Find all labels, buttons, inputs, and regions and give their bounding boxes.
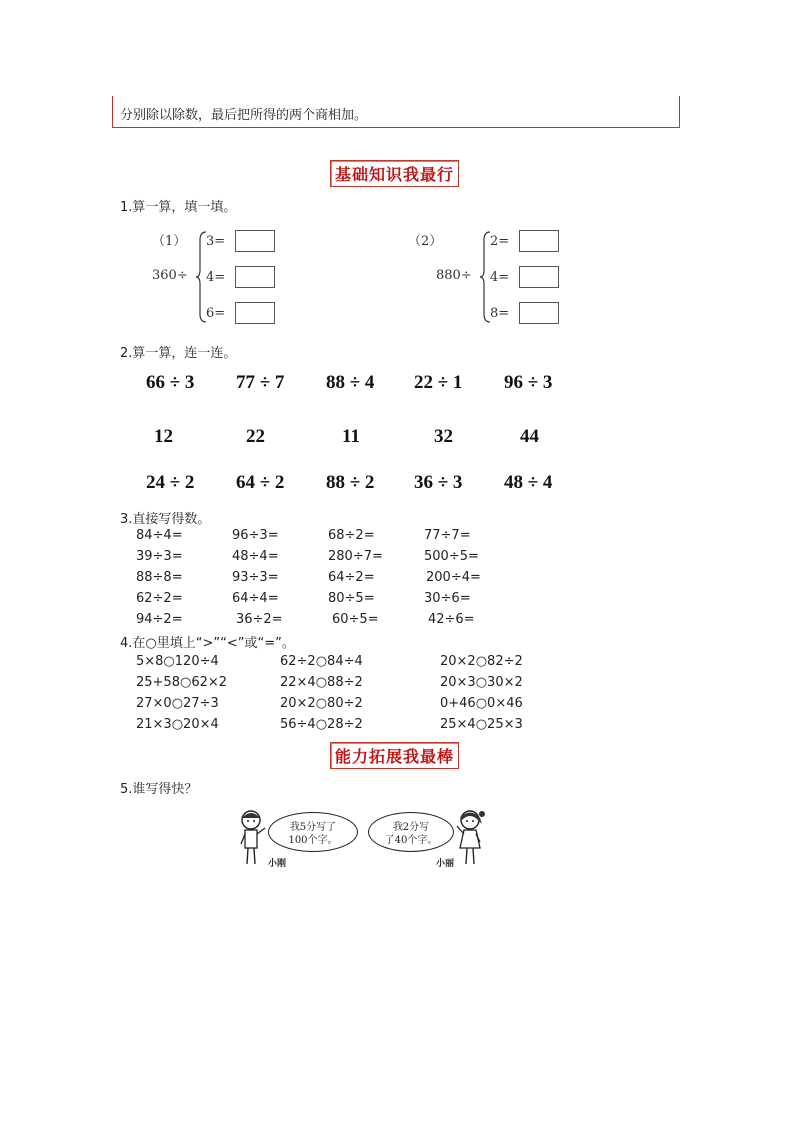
q2-top-expression[interactable]: 77 ÷ 7 [236, 372, 285, 393]
q1-part1-answer-1[interactable] [235, 230, 275, 252]
q4-item: 20×3○30×2 [440, 675, 523, 690]
q3-item: 84÷4= [136, 528, 183, 543]
girl-figure [454, 808, 488, 870]
q3-item: 88÷8= [136, 570, 183, 585]
boy-speech-bubble [268, 812, 358, 852]
q3-item: 64÷2= [328, 570, 375, 585]
q3-item: 62÷2= [136, 591, 183, 606]
q4-item: 0+46○0×46 [440, 696, 523, 711]
q1-part1-answer-2[interactable] [235, 266, 275, 288]
q4-item: 20×2○82÷2 [440, 654, 523, 669]
question-5-title: 5.谁写得快？ [120, 782, 198, 797]
q3-item: 68÷2= [328, 528, 375, 543]
q1-part2-label: （2） [408, 234, 443, 249]
q4-item: 25+58○62×2 [136, 675, 228, 690]
boy-speech-line-1: 我5分写了 [289, 822, 337, 833]
q1-part1-divisor-1: 3= [206, 234, 226, 249]
q3-item: 64÷4= [232, 591, 279, 606]
q1-part2-answer-2[interactable] [519, 266, 559, 288]
q2-top-expression[interactable]: 88 ÷ 4 [326, 372, 375, 393]
q3-item: 48÷4= [232, 549, 279, 564]
question-3-title: 3.直接写得数。 [120, 512, 211, 527]
q1-part1-divisor-3: 6= [206, 306, 226, 321]
q1-part2-divisor-1: 2= [490, 234, 510, 249]
q3-item: 96÷3= [232, 528, 279, 543]
tip-text: 分别除以除数，最后把所得的两个商相加。 [120, 108, 368, 123]
question-2-title: 2.算一算，连一连。 [120, 346, 237, 361]
q3-item: 500÷5= [424, 549, 479, 564]
q2-answer[interactable]: 22 [246, 426, 265, 447]
q2-top-expression[interactable]: 66 ÷ 3 [146, 372, 195, 393]
q2-bottom-expression[interactable]: 48 ÷ 4 [504, 472, 553, 493]
q4-item: 21×3○20×4 [136, 717, 219, 732]
q4-item: 22×4○88÷2 [280, 675, 363, 690]
q2-bottom-expression[interactable]: 88 ÷ 2 [326, 472, 375, 493]
q4-item: 5×8○120÷4 [136, 654, 219, 669]
q3-item: 30÷6= [424, 591, 471, 606]
girl-speech-line-1: 我2分写 [392, 822, 430, 833]
q3-item: 93÷3= [232, 570, 279, 585]
q4-item: 27×0○27÷3 [136, 696, 219, 711]
q2-answer[interactable]: 11 [342, 426, 360, 447]
section-title-extension: 能力拓展我最棒 [330, 742, 459, 769]
q3-item: 94÷2= [136, 612, 183, 627]
q4-item: 62÷2○84÷4 [280, 654, 363, 669]
boy-name-label: 小刚 [268, 859, 287, 869]
q1-part1-answer-3[interactable] [235, 302, 275, 324]
q4-item: 20×2○80÷2 [280, 696, 363, 711]
boy-figure [238, 808, 268, 870]
q2-answer[interactable]: 44 [520, 426, 539, 447]
q2-bottom-expression[interactable]: 24 ÷ 2 [146, 472, 195, 493]
q1-part2-divisor-3: 8= [490, 306, 510, 321]
q3-item: 80÷5= [328, 591, 375, 606]
q3-item: 42÷6= [428, 612, 475, 627]
q1-part1-dividend: 360÷ [152, 268, 188, 283]
q1-part2-divisor-2: 4= [490, 270, 510, 285]
q3-item: 77÷7= [424, 528, 471, 543]
q1-part2-answer-1[interactable] [519, 230, 559, 252]
q3-item: 280÷7= [328, 549, 383, 564]
q3-item: 200÷4= [426, 570, 481, 585]
q3-item: 60÷5= [332, 612, 379, 627]
q2-bottom-expression[interactable]: 64 ÷ 2 [236, 472, 285, 493]
girl-name-label: 小丽 [436, 859, 455, 869]
girl-speech-line-2: 了40个字。 [384, 835, 438, 846]
q3-item: 39÷3= [136, 549, 183, 564]
q1-part1-divisor-2: 4= [206, 270, 226, 285]
q4-item: 25×4○25×3 [440, 717, 523, 732]
q4-item: 56÷4○28÷2 [280, 717, 363, 732]
q2-answer[interactable]: 32 [434, 426, 453, 447]
q2-bottom-expression[interactable]: 36 ÷ 3 [414, 472, 463, 493]
question-4-title: 4.在○里填上“>”“<”或“=”。 [120, 636, 295, 651]
boy-speech-line-2: 100个字。 [288, 835, 338, 846]
q2-answer[interactable]: 12 [154, 426, 173, 447]
girl-speech-bubble [368, 812, 454, 852]
q2-top-expression[interactable]: 22 ÷ 1 [414, 372, 463, 393]
q1-part1-label: （1） [152, 234, 187, 249]
q1-part2-answer-3[interactable] [519, 302, 559, 324]
section-title-basic: 基础知识我最行 [330, 160, 459, 187]
q2-top-expression[interactable]: 96 ÷ 3 [504, 372, 553, 393]
question-1-title: 1.算一算，填一填。 [120, 200, 237, 215]
q1-part2-dividend: 880÷ [436, 268, 472, 283]
q3-item: 36÷2= [236, 612, 283, 627]
